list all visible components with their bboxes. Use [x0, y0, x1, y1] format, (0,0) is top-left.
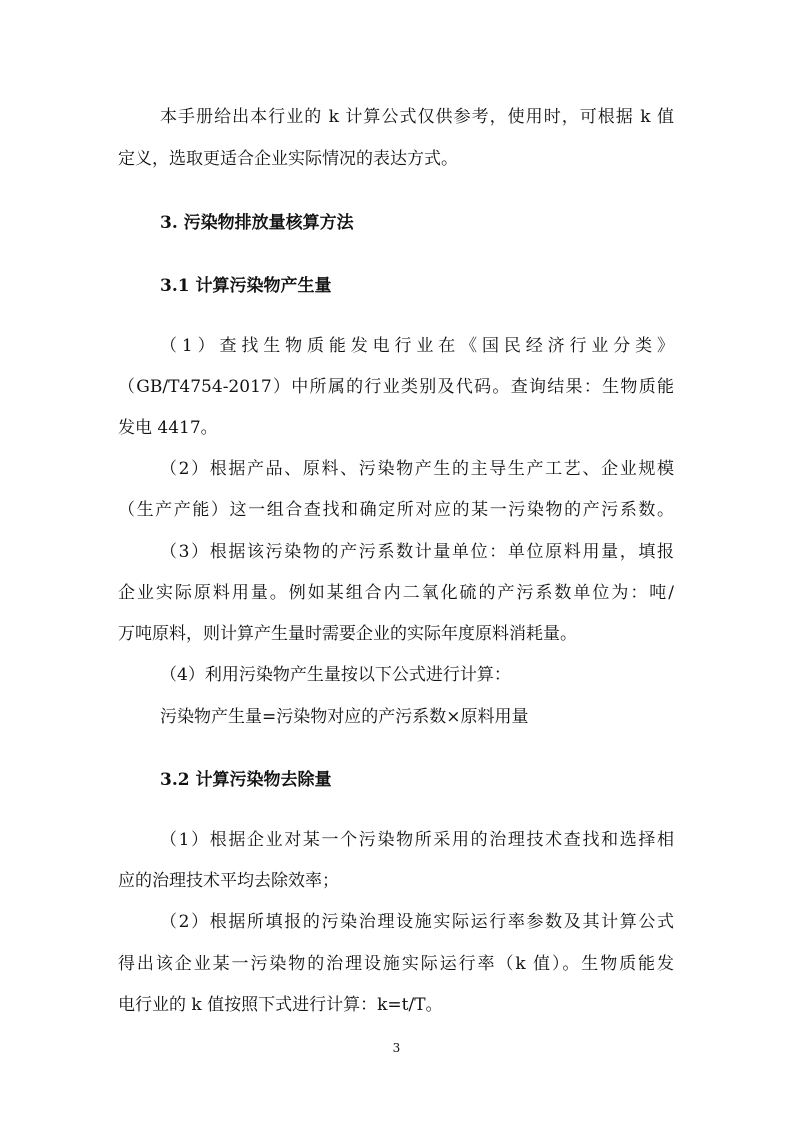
- s32-p2-line-1: （2）根据所填报的污染治理设施实际运行率参数及其计算公式: [160, 912, 674, 932]
- s31-p2-line-1: （2）根据产品、原料、污染物产生的主导生产工艺、企业规模: [160, 459, 674, 479]
- section-3-heading: 3. 污染物排放量核算方法: [160, 213, 354, 233]
- s32-p2-line-3: 电行业的 k 值按照下式进行计算：k=t/T。: [118, 995, 443, 1015]
- production-formula: 污染物产生量=污染物对应的产污系数×原料用量: [160, 707, 529, 727]
- section-3-2-heading: 3.2 计算污染物去除量: [160, 770, 332, 790]
- s32-p2-line-2: 得出该企业某一污染物的治理设施实际运行率（k 值）。生物质能发: [118, 954, 674, 974]
- intro-line-1: 本手册给出本行业的 k 计算公式仅供参考，使用时，可根据 k 值: [160, 107, 674, 127]
- s31-p2-line-2: （生产产能）这一组合查找和确定所对应的某一污染物的产污系数。: [118, 500, 674, 520]
- intro-line-2: 定义，选取更适合企业实际情况的表达方式。: [118, 149, 458, 169]
- s31-p1-line-2: （GB/T4754-2017）中所属的行业类别及代码。查询结果：生物质能: [118, 377, 674, 397]
- section-3-1-heading: 3.1 计算污染物产生量: [160, 276, 332, 296]
- s31-p3-line-3: 万吨原料，则计算产生量时需要企业的实际年度原料消耗量。: [118, 624, 577, 644]
- s32-p1-line-2: 应的治理技术平均去除效率；: [118, 871, 339, 891]
- s31-p1-line-1: （1）查找生物质能发电行业在《国民经济行业分类》: [160, 336, 674, 356]
- s31-p3-line-2: 企业实际原料用量。例如某组合内二氧化硫的产污系数单位为：吨/: [118, 583, 674, 603]
- s31-p1-line-3: 发电 4417。: [118, 418, 218, 438]
- page-number: 3: [392, 1041, 401, 1055]
- s32-p1-line-1: （1）根据企业对某一个污染物所采用的治理技术查找和选择相: [160, 830, 674, 850]
- s31-p3-line-1: （3）根据该污染物的产污系数计量单位：单位原料用量，填报: [160, 542, 674, 562]
- s31-p4-line-1: （4）利用污染物产生量按以下公式进行计算：: [160, 665, 511, 685]
